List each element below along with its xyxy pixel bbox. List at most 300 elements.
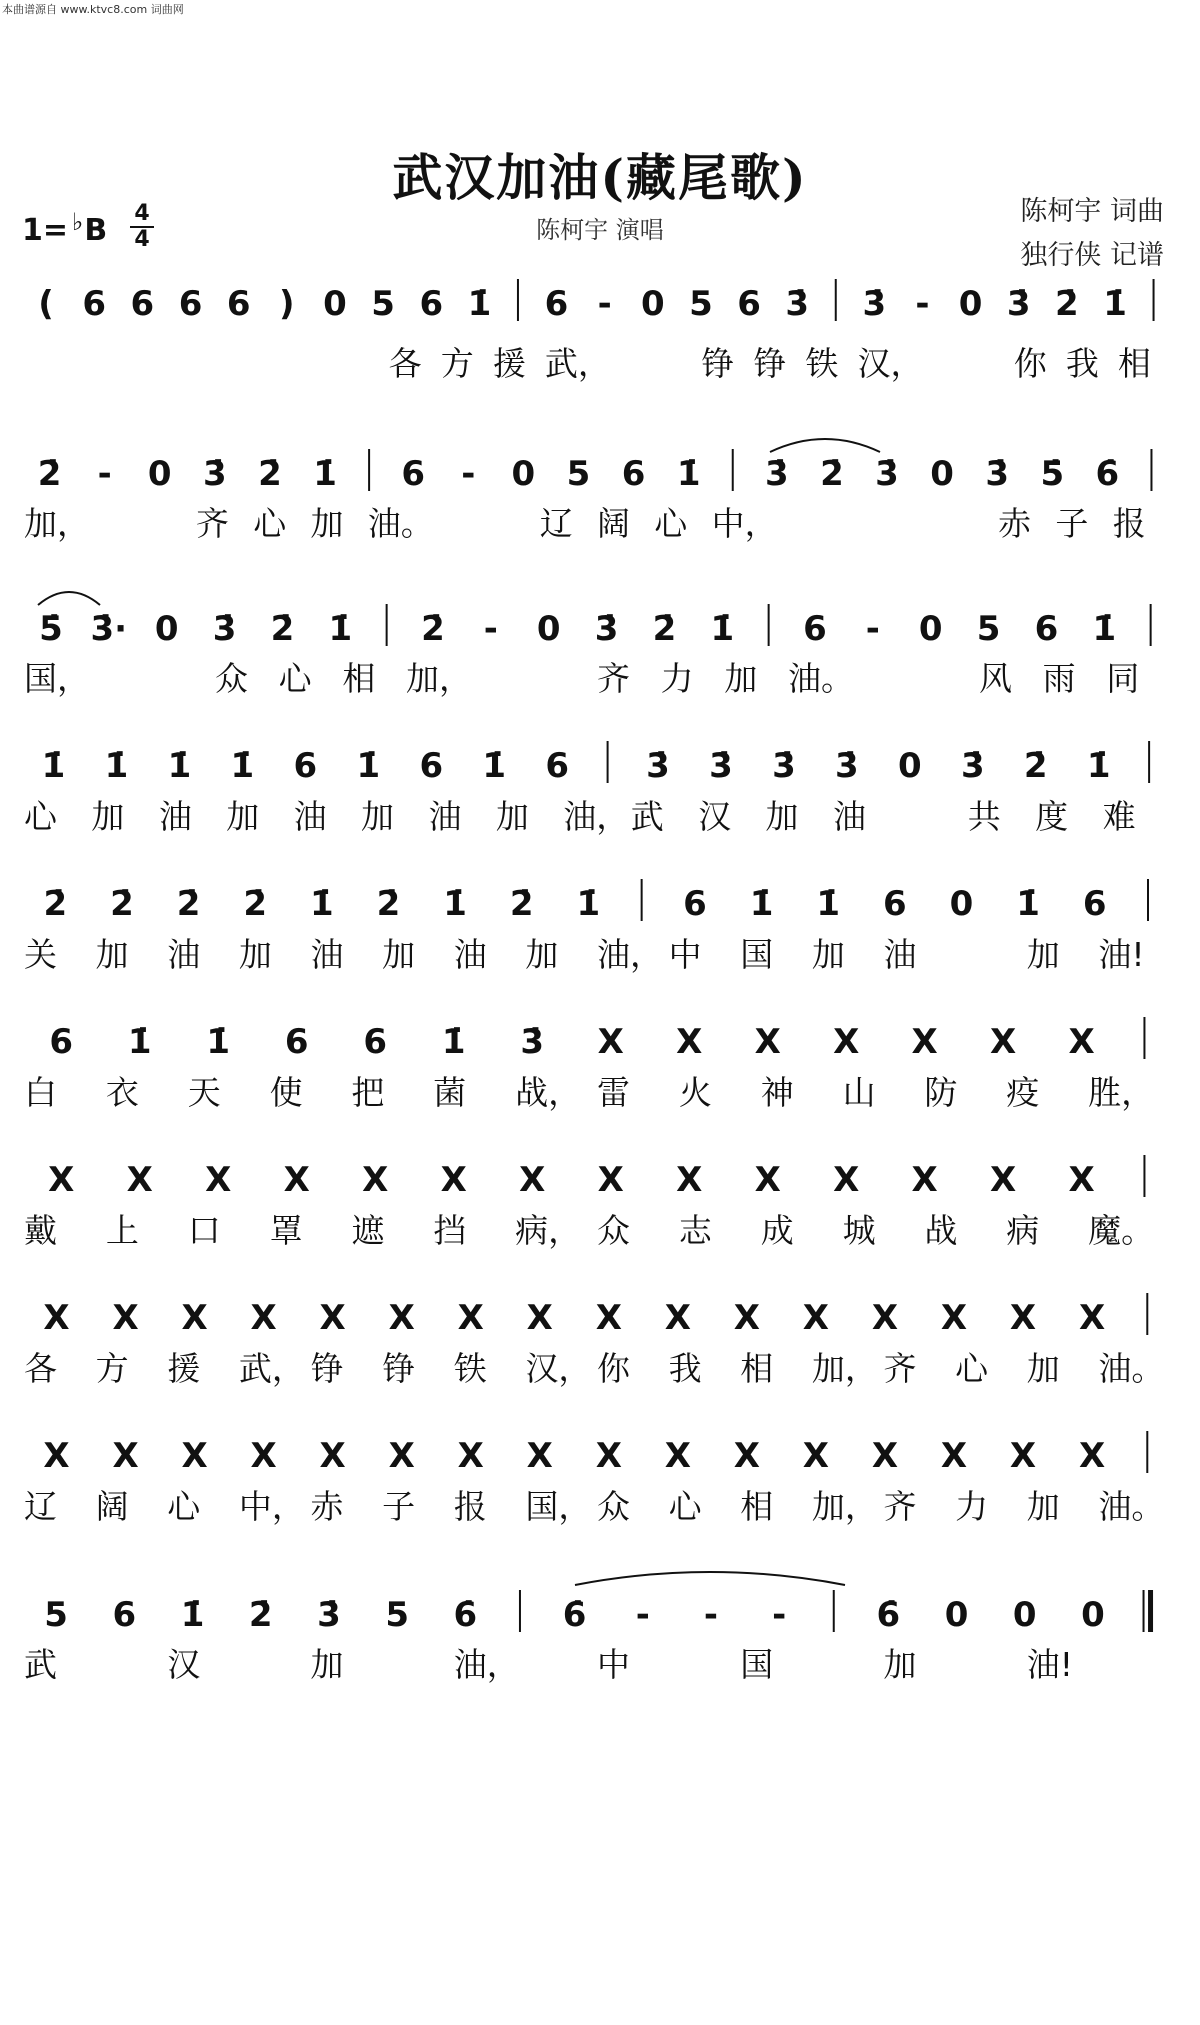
lyric-syllable: 加 [525,935,559,974]
note: 2̇ [1023,746,1048,786]
lyric-syllable: 上 [105,1211,139,1250]
note: 1̇ [313,454,337,494]
note: 3̇ [1006,284,1031,324]
note: 1̇ [356,746,381,786]
lyric-syllable: 加 [382,935,416,974]
lyric-syllable: 辽 [539,504,573,543]
time-signature: 4 4 [130,203,154,251]
lyric-syllable: 神 [760,1073,794,1112]
note: 2̇ [176,884,201,924]
lyric-syllable: 子 [1055,504,1089,543]
note: 5 [371,284,395,324]
note: 3̇ [772,746,796,786]
note: 0 [147,454,172,494]
note: 0 [154,609,179,649]
note: 1̇ [710,609,735,649]
lyric-syllable: 城 [842,1211,876,1250]
note: X [871,1298,899,1338]
note: X [833,1160,860,1200]
lyric-syllable: 把 [351,1073,385,1112]
note: X [457,1298,484,1338]
lyric-syllable: 度 [1035,797,1069,836]
note: 6 [284,1022,309,1062]
lyric-syllable: 你 [1013,344,1047,383]
note: X [990,1160,1017,1200]
note: X [48,1160,75,1200]
lyric-syllable: 相 [1117,344,1151,383]
note: 1̇ [127,1022,152,1062]
lyric-syllable: 辽 [24,1487,57,1526]
lyric-syllable: 使 [269,1073,303,1112]
note: 6 [1082,884,1107,924]
note: X [733,1298,760,1338]
note: 6 [1034,609,1059,649]
note: 0 [930,454,954,494]
lyric-syllable: 挡 [433,1211,467,1250]
lyric-syllable: 齐 [883,1349,917,1388]
note: 6 [401,454,426,494]
lyric-syllable: 油 [158,797,192,836]
note: X [754,1160,781,1200]
lyric-syllable: 各 [388,344,422,383]
lyric-syllable: 成 [760,1211,794,1250]
lyric-syllable: 力 [660,659,694,698]
lyric-syllable: 加 [811,935,845,974]
note: - [97,454,112,494]
note: 6 [130,284,155,324]
lyric-syllable: 心 [167,1487,201,1526]
lyric-syllable: 齐 [883,1487,917,1526]
note: X [181,1436,208,1476]
lyric-syllable: 铁 [805,344,839,383]
lyric-syllable: 中， [711,504,778,543]
note: X [940,1298,968,1338]
lyric-syllable: 油， [563,797,630,836]
lyric-syllable: 武 [630,797,664,836]
lyric-syllable: 加 [361,797,395,836]
note: 6̇ [876,1595,901,1635]
lyric-syllable: 心 [278,659,312,698]
note: 1̇ [309,884,334,924]
lyric-syllable: 火 [678,1073,712,1112]
lyric-syllable: 你 [597,1349,630,1388]
note: X [250,1436,277,1476]
lyric-syllable: 汉 [698,797,732,836]
note: 0 [918,609,943,649]
note: 2̇ [421,609,445,649]
note: X [526,1436,553,1476]
lyric-syllable: 油。 [788,659,854,698]
lyric-syllable: 心 [955,1349,989,1388]
note: X [388,1436,415,1476]
lyric-syllable: 铮 [701,344,735,383]
note: ) [279,284,295,324]
note: 3̇ [985,454,1010,494]
note: X [519,1160,546,1200]
song-title: 武汉加油(藏尾歌) [392,148,808,207]
note: 2̇ [243,884,268,924]
lyric-syllable: 油 [293,797,327,836]
source-watermark: 本曲谱源自 www.ktvc8.com 词曲网 [2,3,184,16]
note: 0 [511,454,536,494]
lyric-syllable: 心 [668,1487,702,1526]
note: 2̇ [258,454,282,494]
note: 3̇ [875,454,899,494]
lyric-syllable: 加， [24,504,90,543]
note: 5 [44,1595,68,1635]
note: 5 [689,284,713,324]
note: - [865,609,880,649]
lyric-syllable: 中 [597,1645,630,1684]
note: X [597,1160,624,1200]
lyric-syllable: 心 [24,797,57,836]
lyric-syllable: 菌 [433,1073,467,1112]
lyric-syllable: 心 [654,504,688,543]
note: X [1068,1160,1095,1200]
note: X [457,1436,484,1476]
lyric-syllable: 魔。 [1088,1211,1155,1250]
note: X [126,1160,153,1200]
lyric-syllable: 赤 [998,504,1032,543]
note: 1̇ [230,746,255,786]
note: 6 [419,746,444,786]
note: X [802,1436,830,1476]
lyric-syllable: 油 [453,935,487,974]
note: X [440,1160,467,1200]
lyric-syllable: 加 [724,659,758,698]
slur-system-10 [575,1572,845,1585]
lyric-syllable: 援 [492,344,526,383]
note: 2̇ [248,1595,273,1635]
lyric-syllable: 加 [883,1645,917,1684]
key-signature: 1= ♭B [22,208,108,248]
lyric-syllable: 报 [453,1487,487,1526]
lyric-syllable: 油 [428,797,462,836]
note: 0 [1081,1595,1105,1635]
note: X [597,1022,624,1062]
singer-line: 陈柯宇 演唱 [536,216,664,244]
lyric-syllable: 阔 [597,504,630,543]
note: 3̇ [520,1022,545,1062]
lyric-syllable: 油。 [367,504,434,543]
note: 3̇ [212,609,237,649]
lyric-syllable: 油， [453,1645,520,1684]
note: 0 [1012,1595,1037,1635]
lyric-syllable: 油 [832,797,866,836]
note: X [664,1298,691,1338]
lyric-syllable: 油。 [1098,1349,1165,1388]
note: - [635,1595,650,1635]
lyric-syllable: 加 [310,1645,344,1684]
note: 1̇ [1103,284,1127,324]
lyric-syllable: 共 [967,797,1001,836]
note: 6 [112,1595,137,1635]
note: X [112,1436,139,1476]
note: 6̇ [1095,454,1120,494]
lyric-syllable: 加 [495,797,529,836]
note: X [990,1022,1017,1062]
note: X [733,1436,760,1476]
note: 2̇ [820,454,844,494]
note: ( [38,284,54,324]
lyric-syllable: 铮 [382,1349,416,1388]
note: 2̇ [37,454,62,494]
lyric-syllable: 武， [238,1349,305,1388]
note: X [112,1298,139,1338]
note: X [1009,1298,1037,1338]
lyric-syllable: 力 [955,1487,989,1526]
note: 0 [640,284,665,324]
lyric-syllable: 加 [310,504,344,543]
note: 3̇ [709,746,733,786]
lyric-syllable: 加 [95,935,129,974]
lyric-syllable: 报 [1112,504,1146,543]
lyric-syllable: 加， [406,659,472,698]
lyric-syllable: 戴 [24,1211,57,1250]
lyric-syllable: 山 [842,1073,876,1112]
note: 2̇ [110,884,134,924]
note: 6 [882,884,907,924]
lyric-syllable: 油! [1026,1645,1073,1684]
note: 2̇ [376,884,401,924]
note: 3̇ [960,746,985,786]
lyric-syllable: 油。 [1098,1487,1165,1526]
lyric-syllable: 天 [187,1073,221,1112]
lyric-syllable: 众 [215,659,248,698]
credit-composer: 陈柯宇 词曲 [1020,196,1164,227]
note: X [362,1160,389,1200]
lyric-syllable: 加 [1026,1349,1060,1388]
note: X [43,1298,70,1338]
note: 2̇ [43,884,68,924]
lyric-syllable: 各 [24,1349,57,1388]
note: 6 [544,284,569,324]
lyric-syllable: 战 [924,1211,958,1250]
note: - [915,284,930,324]
note: 3̇ [862,284,887,324]
lyric-syllable: 加 [226,797,260,836]
note: 1̇ [816,884,841,924]
note: 5 [976,609,1001,649]
lyric-syllable: 相 [740,1487,774,1526]
lyric-syllable: 同 [1106,659,1140,698]
note: 6 [683,884,707,924]
note: 6 [363,1022,388,1062]
lyric-syllable: 子 [382,1487,416,1526]
lyric-syllable: 援 [167,1349,201,1388]
note: X [1078,1298,1106,1338]
note: 1̇ [41,746,66,786]
note: 2̇ [270,609,295,649]
credit-transcriber: 独行侠 记谱 [1020,240,1164,271]
note: 1̇ [180,1595,205,1635]
lyric-syllable: 中 [668,935,702,974]
lyric-syllable: 口 [187,1211,221,1250]
note: 6 [293,746,318,786]
note: X [833,1022,860,1062]
note: 1̇ [1092,609,1117,649]
note: X [205,1160,232,1200]
lyric-syllable: 齐 [195,504,229,543]
lyric-syllable: 油 [883,935,917,974]
lyric-syllable: 众 [597,1487,630,1526]
lyric-syllable: 方 [95,1349,129,1388]
lyric-syllable: 难 [1102,797,1136,836]
note: 0 [323,284,347,324]
slur-system-2 [770,439,880,452]
note: X [911,1160,938,1200]
note: 1̇ [167,746,192,786]
note: - [597,284,612,324]
note: 1̇ [1016,884,1040,924]
slur-system-3 [38,592,100,605]
note: 1̇ [206,1022,231,1062]
lyric-syllable: 遮 [351,1211,385,1250]
lyric-syllable: 汉 [167,1645,201,1684]
lyric-syllable: 阔 [95,1487,129,1526]
note: 3̇ [646,746,670,786]
lyric-syllable: 加 [1026,935,1060,974]
note: 6 [226,284,251,324]
note: X [526,1298,553,1338]
note: 6̇ [562,1595,587,1635]
note: 1̇ [441,1022,466,1062]
note: X [319,1436,346,1476]
note: X [595,1436,622,1476]
lyric-syllable: 国， [525,1487,592,1526]
note: 1̇ [443,884,467,924]
note: X [283,1160,310,1200]
note: 1̇ [467,284,492,324]
note: 0 [944,1595,969,1635]
lyric-syllable: 武， [544,344,611,383]
note: 3̇ [764,454,789,494]
lyric-syllable: 国 [740,935,774,974]
note: - [703,1595,719,1635]
lyric-syllable: 铮 [310,1349,344,1388]
note: 2̇ [1055,284,1079,324]
lyric-syllable: 病， [515,1211,582,1250]
note: X [802,1298,830,1338]
lyric-syllable: 加， [811,1487,878,1526]
lyric-syllable: 加 [91,797,125,836]
note: 1̇ [749,884,774,924]
note: 5̇ [1040,454,1065,494]
note: X [664,1436,691,1476]
note: 5̇ [39,609,63,649]
lyric-syllable: 铮 [753,344,787,383]
note: 3̇· [90,609,128,649]
lyric-syllable: 众 [597,1211,630,1250]
lyric-syllable: 武 [24,1645,57,1684]
lyric-syllable: 衣 [105,1073,139,1112]
note: 6 [737,284,761,324]
note: X [319,1298,346,1338]
lyric-syllable: 中， [238,1487,305,1526]
lyric-syllable: 加 [1026,1487,1060,1526]
lyric-syllable: 方 [440,344,474,383]
note: 6 [82,284,107,324]
note: X [676,1022,703,1062]
note: 2̇ [509,884,534,924]
note: 3̇ [203,454,227,494]
lyric-syllable: 风 [979,659,1012,698]
lyric-syllable: 雷 [597,1073,630,1112]
lyric-syllable: 白 [24,1073,57,1112]
note: 0 [949,884,974,924]
lyric-syllable: 战， [515,1073,582,1112]
lyric-syllable: 罩 [269,1211,303,1250]
lyric-syllable: 加 [765,797,799,836]
note: X [43,1436,70,1476]
lyric-syllable: 汉， [857,344,924,383]
lyric-syllable: 齐 [597,659,630,698]
note: X [181,1298,208,1338]
note: X [388,1298,415,1338]
lyric-syllable: 汉， [525,1349,592,1388]
note: X [1009,1436,1037,1476]
note: 3̇ [317,1595,341,1635]
lyric-syllable: 铁 [453,1349,487,1388]
note: X [1078,1436,1106,1476]
note: - [461,454,476,494]
lyric-syllable: 油， [597,935,663,974]
lyric-syllable: 油 [310,935,344,974]
note: 3̇ [835,746,859,786]
note: 6 [178,284,203,324]
note: - [772,1595,787,1635]
note: X [250,1298,277,1338]
lyric-syllable: 国， [24,659,90,698]
note: 6 [621,454,646,494]
lyric-syllable: 我 [1065,344,1099,383]
note: X [1068,1022,1095,1062]
note: 6 [419,284,444,324]
note: X [676,1160,703,1200]
lyric-syllable: 国 [740,1645,774,1684]
note: 0 [958,284,983,324]
lyric-syllable: 疫 [1006,1073,1040,1112]
lyric-syllable: 志 [678,1211,712,1250]
lyric-syllable: 加 [238,935,272,974]
lyric-syllable: 胜， [1088,1073,1155,1112]
note: X [911,1022,938,1062]
lyric-syllable: 雨 [1042,659,1076,698]
lyric-syllable: 油! [1098,935,1145,974]
note: 1̇ [328,609,353,649]
note: 5 [566,454,591,494]
note: X [754,1022,781,1062]
lyric-syllable: 相 [342,659,376,698]
note: 3̇ [785,284,810,324]
note: 1̇ [482,746,507,786]
lyric-syllable: 病 [1006,1211,1040,1250]
note: 3̇ [594,609,619,649]
lyric-syllable: 我 [668,1349,702,1388]
lyric-syllable: 防 [924,1073,958,1112]
note: X [871,1436,899,1476]
note: 2̇ [652,609,677,649]
note: 6 [545,746,570,786]
note: 5 [385,1595,410,1635]
note: X [940,1436,968,1476]
lyric-syllable: 加， [811,1349,878,1388]
note: 6̇ [453,1595,478,1635]
note: 6 [803,609,827,649]
note: 0 [897,746,922,786]
note: - [483,609,498,649]
note: X [595,1298,622,1338]
